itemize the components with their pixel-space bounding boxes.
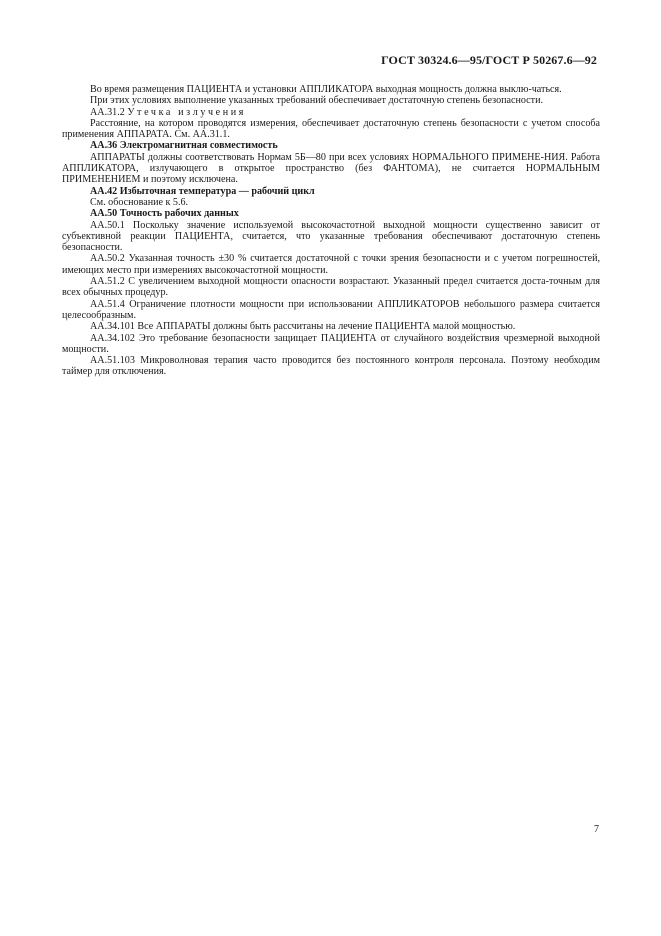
paragraph-8: См. обоснование к 5.6. (90, 196, 189, 208)
paragraph-16: АА.51.103 Микроволновая терапия часто проводится без постоянного контроля персонала. Поэтому необходим таймер для отключения. (62, 355, 600, 378)
section-heading-aa42: АА.42 Избыточная температура — рабочий цикл (90, 185, 315, 197)
paragraph-12: АА.51.2 С увеличением выходной мощности опасности возрастают. Указанный предел считается доста-точным для всех обычных процедур. (62, 276, 600, 299)
clause-number: АА.31.2 (90, 106, 125, 118)
clause-title-spaced: Утечка излучения (127, 106, 247, 118)
section-heading-aa50: АА.50 Точность рабочих данных (90, 208, 239, 220)
paragraph-3 (62, 107, 600, 118)
document-header: ГОСТ 30324.6—95/ГОСТ Р 50267.6—92 (381, 53, 597, 67)
paragraph-13: АА.51.4 Ограничение плотности мощности при использовании АППЛИКАТОРОВ небольшого размера считается целесообразным. (62, 298, 600, 321)
paragraph-2: При этих условиях выполнение указанных требований обеспечивает достаточную степень безопасности. (90, 95, 544, 107)
paragraph-14: АА.34.101 Все АППАРАТЫ должны быть рассчитаны на лечение ПАЦИЕНТА малой мощностью. (90, 321, 516, 333)
section-heading-aa36: АА.36 Электромагнитная совместимость (90, 140, 278, 152)
page-number: 7 (594, 824, 599, 835)
paragraph-11: АА.50.2 Указанная точность ±30 % считается достаточной с точки зрения безопасности и с учетом погрешностей, имеющих место при измерениях высокочастотной мощности. (62, 253, 600, 276)
paragraph-1: Во время размещения ПАЦИЕНТА и установки АППЛИКАТОРА выходная мощность должна выклю-чаться. (90, 84, 562, 95)
paragraph-10: АА.50.1 Поскольку значение используемой высокочастотной выходной мощности существенно зависит от субъективной реакции ПАЦИЕНТА, считается, что указанные требования обеспечивают достаточную степень безопасности. (62, 219, 600, 254)
paragraph-4: Расстояние, на котором проводятся измерения, обеспечивает достаточную степень безопасности с учетом способа применения АППАРАТА. См. АА.31.1. (62, 117, 600, 141)
document-body (62, 84, 600, 378)
paragraph-6: АППАРАТЫ должны соответствовать Нормам 5Б—80 при всех условиях НОРМАЛЬНОГО ПРИМЕНЕ-НИЯ. Работа АППЛИКАТОРА, излучающего в открытое пространство (без ФАНТОМА), не считается НОРМАЛЬНЫМ ПРИМЕНЕНИЕМ и поэтому исключена. (62, 151, 600, 186)
paragraph-15: АА.34.102 Это требование безопасности защищает ПАЦИЕНТА от случайного воздействия чрезмерной выходной мощности. (62, 332, 600, 355)
